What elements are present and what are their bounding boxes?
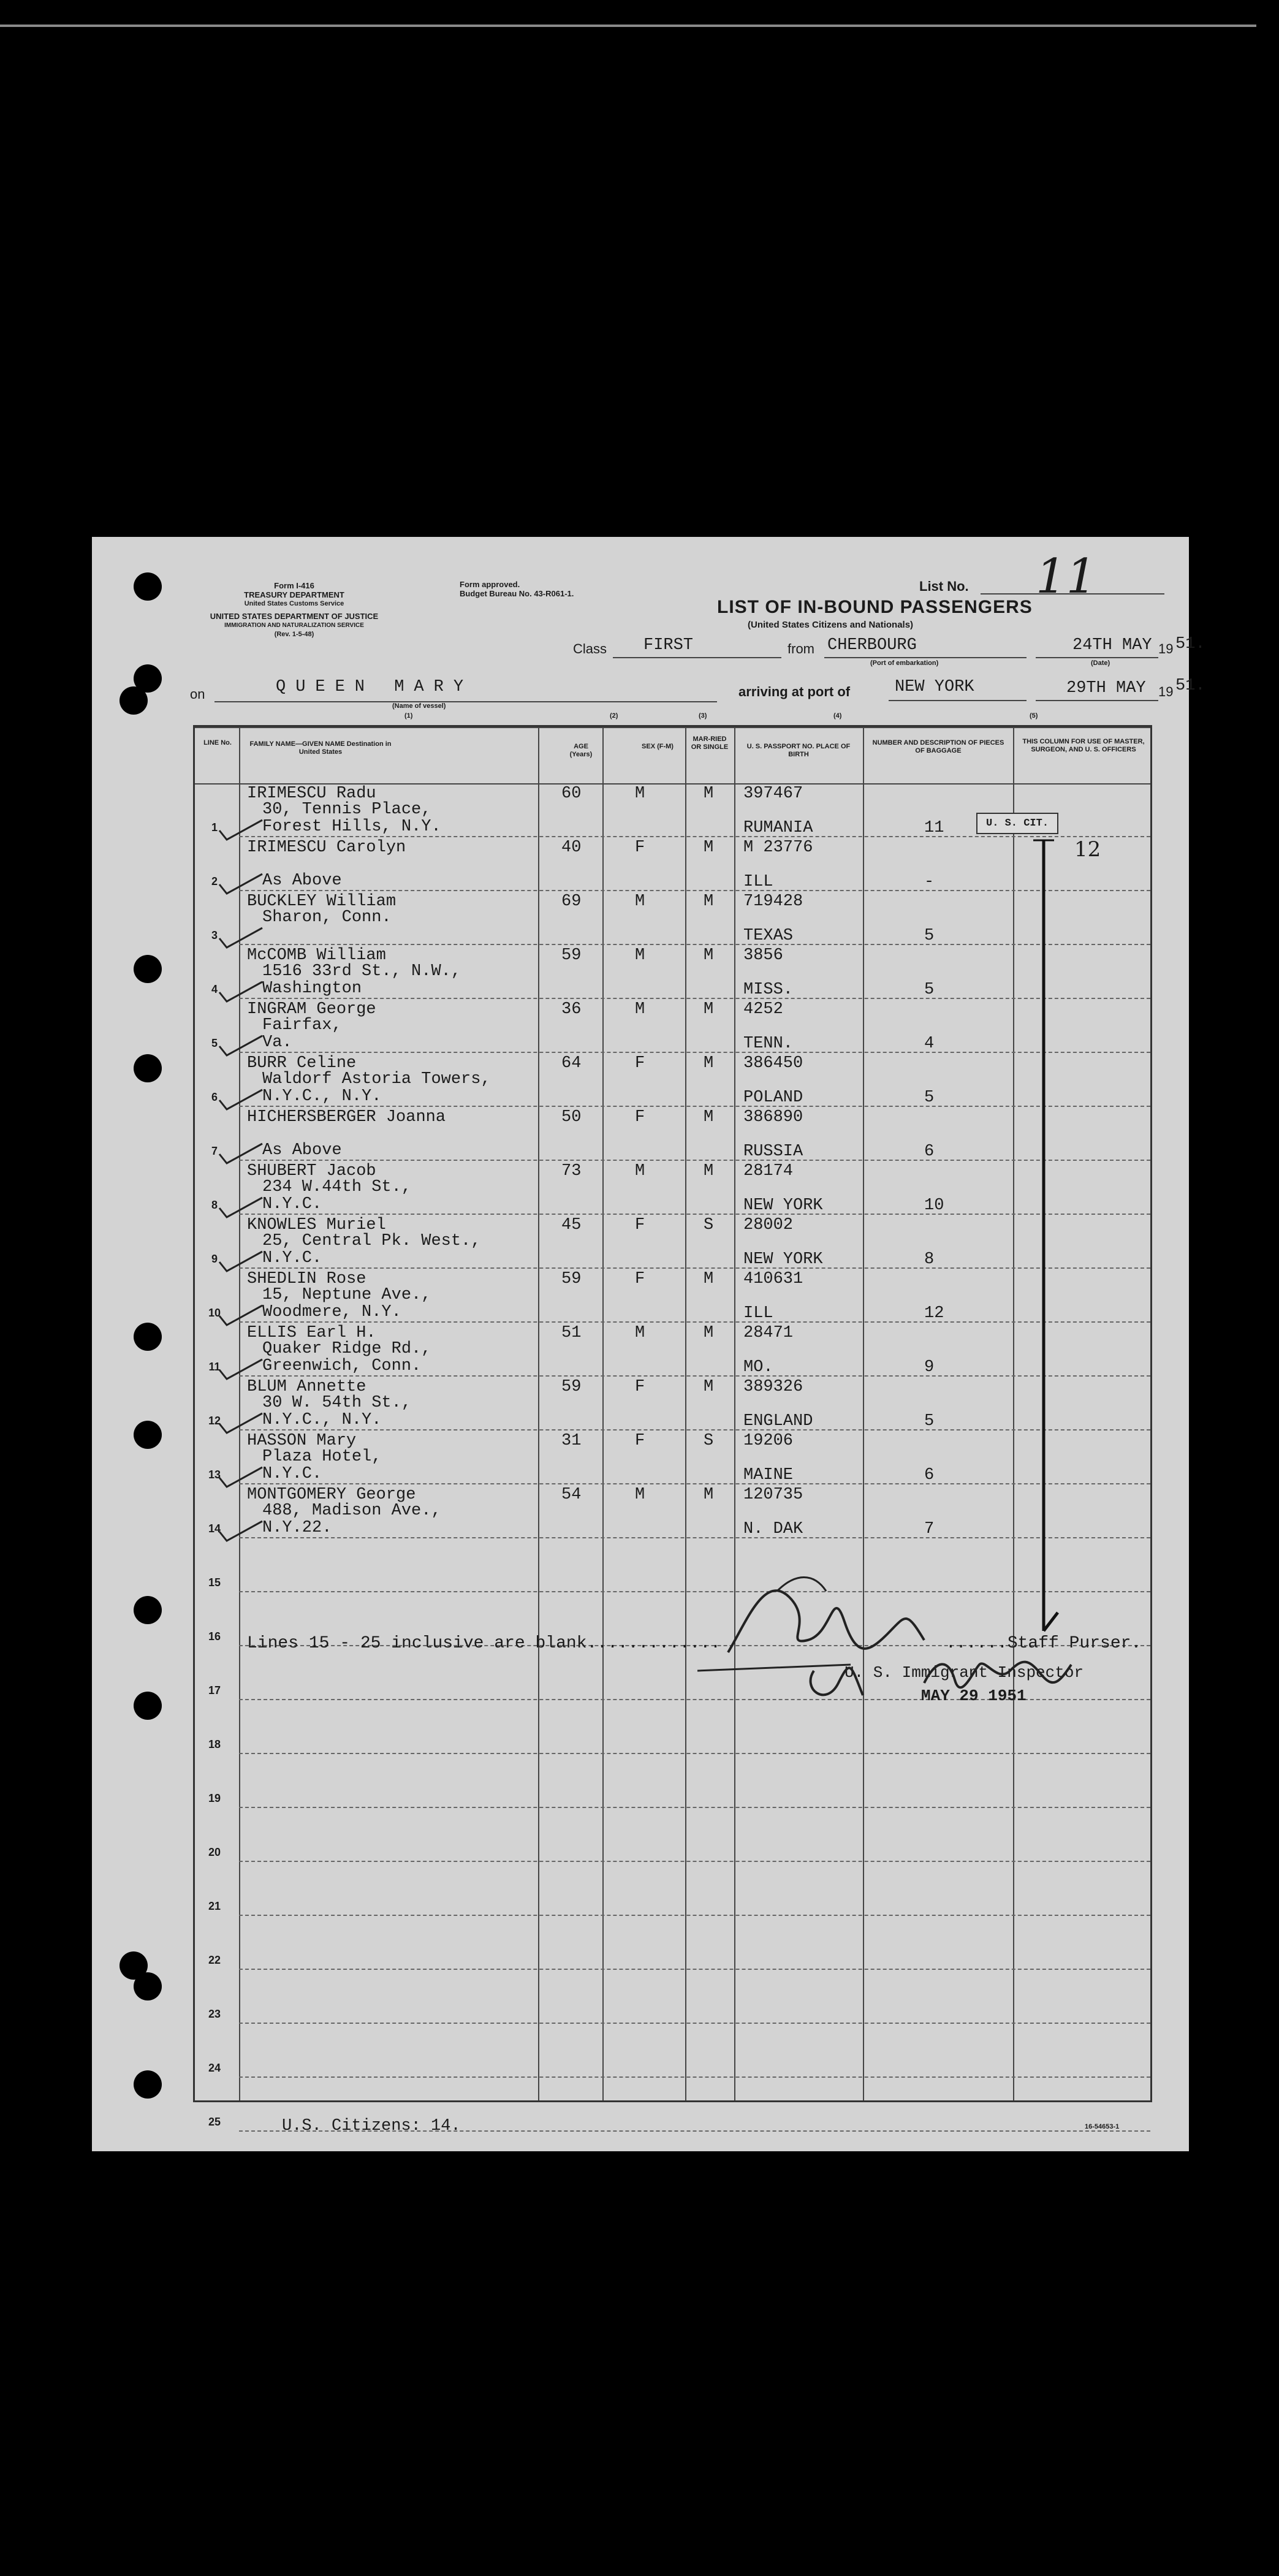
departure-date: 24TH MAY: [1072, 636, 1152, 655]
table-row: [195, 1538, 1150, 1592]
arriving-label: arriving at port of: [738, 684, 851, 699]
baggage-count: 5: [924, 981, 935, 999]
place-of-birth: ILL: [743, 1304, 773, 1323]
baggage-count: 5: [924, 927, 935, 945]
table-row: [195, 1754, 1150, 1808]
baggage-count: 12: [924, 1304, 944, 1323]
form-id: Form I-416: [274, 581, 314, 590]
table-row: [195, 1053, 1150, 1107]
baggage-count: -: [924, 873, 935, 891]
line-number: 7: [211, 1145, 218, 1157]
margin-note: 12: [1074, 837, 1101, 862]
passenger-address: As Above: [262, 872, 342, 890]
line-number: 16: [208, 1630, 221, 1643]
passenger-address: Waldorf Astoria Towers,: [262, 1070, 491, 1089]
passenger-name: IRIMESCU Radu: [247, 785, 376, 803]
passport-number: 410631: [743, 1270, 803, 1288]
passport-number: 397467: [743, 785, 803, 803]
embarkation-caption: (Port of embarkation): [870, 659, 939, 667]
passenger-address: 234 W.44th St.,: [262, 1178, 412, 1196]
passenger-address: 30 W. 54th St.,: [262, 1394, 412, 1412]
binder-hole: [134, 1054, 162, 1082]
passenger-address: Plaza Hotel,: [262, 1448, 382, 1466]
col-header-master: THIS COLUMN FOR USE OF MASTER, SURGEON, AND U. S. OFFICERS: [1022, 738, 1145, 753]
passenger-sex: F: [635, 838, 645, 857]
place-of-birth: TENN.: [743, 1035, 794, 1053]
place-of-birth: ILL: [743, 873, 773, 891]
passenger-marital-status: S: [704, 1432, 714, 1450]
list-no-value: 11: [1036, 549, 1097, 604]
baggage-count: 8: [924, 1250, 935, 1269]
passenger-address: As Above: [262, 1141, 342, 1160]
passenger-address: Washington: [262, 979, 362, 998]
document-subtitle: (United States Citizens and Nationals): [748, 620, 914, 630]
arrival-port: NEW YORK: [895, 678, 974, 696]
passenger-marital-status: M: [704, 1486, 714, 1504]
immigrant-inspector: U. S. Immigrant Inspector: [844, 1663, 1084, 1682]
passenger-address: N.Y.C.: [262, 1249, 322, 1267]
passport-number: 3856: [743, 946, 783, 965]
passenger-sex: F: [635, 1432, 645, 1450]
passenger-marital-status: M: [704, 1378, 714, 1396]
passenger-address: 25, Central Pk. West.,: [262, 1232, 481, 1250]
line-number: 21: [208, 1900, 221, 1912]
passenger-name: HICHERSBERGER Joanna: [247, 1108, 446, 1127]
passenger-sex: F: [635, 1270, 645, 1288]
passenger-address: N.Y.22.: [262, 1519, 332, 1537]
treasury-dept: TREASURY DEPARTMENT: [244, 590, 344, 599]
baggage-count: 7: [924, 1520, 935, 1538]
customs-service: United States Customs Service: [244, 600, 344, 607]
passenger-address: Va.: [262, 1033, 292, 1052]
table-row: [195, 1430, 1150, 1484]
passenger-name: BUCKLEY William: [247, 892, 397, 911]
passenger-marital-status: M: [704, 892, 714, 911]
form-print-number: 16-54653-1: [1085, 2123, 1120, 2130]
form-approved: Form approved.: [460, 580, 520, 589]
passenger-sex: M: [635, 785, 645, 803]
passenger-name: SHEDLIN Rose: [247, 1270, 366, 1288]
line-number: 22: [208, 1954, 221, 1966]
line-number: 15: [208, 1576, 221, 1589]
line-number: 11: [208, 1361, 221, 1373]
place-of-birth: RUSSIA: [743, 1142, 803, 1161]
line-number: 4: [211, 983, 218, 995]
col-header-line: LINE No.: [203, 739, 232, 747]
col-header-passport: U. S. PASSPORT NO. PLACE OF BIRTH: [746, 743, 851, 758]
passenger-marital-status: M: [704, 1054, 714, 1073]
passenger-age: 36: [561, 1000, 582, 1019]
from-value: CHERBOURG: [827, 636, 917, 655]
binder-hole: [120, 686, 148, 715]
binder-hole: [134, 572, 162, 601]
place-of-birth: MAINE: [743, 1466, 794, 1484]
passport-number: 120735: [743, 1486, 803, 1504]
col-num-3: (3): [699, 712, 707, 720]
col-header-sex: SEX (F-M): [642, 743, 674, 750]
passenger-name: KNOWLES Muriel: [247, 1216, 386, 1234]
col-header-name: FAMILY NAME—GIVEN NAME Destination in United States: [249, 740, 392, 756]
class-value: FIRST: [643, 636, 694, 655]
passenger-sex: M: [635, 1000, 645, 1019]
passenger-sex: F: [635, 1216, 645, 1234]
table-row: [195, 1916, 1150, 1970]
inspection-date-stamp: MAY 29 1951: [921, 1687, 1027, 1705]
line-number: 3: [211, 929, 218, 941]
passenger-marital-status: M: [704, 1270, 714, 1288]
passenger-sex: F: [635, 1054, 645, 1073]
passenger-address: N.Y.C., N.Y.: [262, 1087, 382, 1106]
passenger-name: HASSON Mary: [247, 1432, 357, 1450]
passport-number: 719428: [743, 892, 803, 911]
passenger-address: Quaker Ridge Rd.,: [262, 1340, 431, 1358]
check-mark-line: [1028, 834, 1065, 1649]
vessel-caption: (Name of vessel): [392, 702, 446, 710]
blank-lines-note: Lines 15 - 25 inclusive are blank.............: [247, 1634, 721, 1653]
passenger-sex: F: [635, 1108, 645, 1127]
table-row: [195, 1700, 1150, 1754]
line-number: 6: [211, 1091, 218, 1103]
table-row: [195, 1862, 1150, 1916]
line-number: 25: [208, 2116, 221, 2128]
col-num-5: (5): [1030, 712, 1038, 720]
table-row: [195, 837, 1150, 891]
passport-number: 386890: [743, 1108, 803, 1127]
passenger-address: Woodmere, N.Y.: [262, 1303, 401, 1321]
passenger-address: 30, Tennis Place,: [262, 800, 431, 819]
place-of-birth: N. DAK: [743, 1520, 803, 1538]
baggage-count: 5: [924, 1089, 935, 1107]
table-row: [195, 1484, 1150, 1538]
line-number: 2: [211, 875, 218, 887]
passenger-name: McCOMB William: [247, 946, 386, 965]
passenger-age: 73: [561, 1162, 582, 1180]
passenger-address: Sharon, Conn.: [262, 908, 392, 927]
line-number: 12: [208, 1415, 221, 1427]
place-of-birth: NEW YORK: [743, 1250, 823, 1269]
binder-hole: [134, 955, 162, 983]
passenger-name: SHUBERT Jacob: [247, 1162, 376, 1180]
passenger-age: 59: [561, 1270, 582, 1288]
justice-dept: UNITED STATES DEPARTMENT OF JUSTICE: [210, 612, 379, 621]
passport-number: 28471: [743, 1324, 794, 1342]
baggage-count: 6: [924, 1466, 935, 1484]
arrival-year: 51.: [1175, 677, 1205, 695]
year-prefix-2: 19: [1158, 684, 1174, 699]
col-header-baggage: NUMBER AND DESCRIPTION OF PIECES OF BAGGAGE: [872, 739, 1004, 754]
line-number: 9: [211, 1253, 218, 1265]
passenger-age: 40: [561, 838, 582, 857]
passport-number: 28002: [743, 1216, 794, 1234]
table-row: [195, 1970, 1150, 2024]
passport-number: M 23776: [743, 838, 813, 857]
ins-service: IMMIGRATION AND NATURALIZATION SERVICE: [224, 622, 364, 629]
col-header-age: AGE (Years): [569, 743, 593, 758]
staff-purser: ......Staff Purser.: [946, 1634, 1142, 1653]
passenger-age: 54: [561, 1486, 582, 1504]
inspector-signature: [918, 1646, 1077, 1695]
table-row: [195, 1107, 1150, 1161]
passenger-address: N.Y.C.: [262, 1465, 322, 1483]
passenger-sex: F: [635, 1378, 645, 1396]
passenger-name: IRIMESCU Carolyn: [247, 838, 406, 857]
passenger-age: 45: [561, 1216, 582, 1234]
table-row: [195, 1808, 1150, 1862]
passenger-address: 488, Madison Ave.,: [262, 1502, 441, 1520]
place-of-birth: POLAND: [743, 1089, 803, 1107]
us-citizens-total: U.S. Citizens: 14.: [282, 2117, 461, 2135]
revision: (Rev. 1-5-48): [274, 631, 314, 638]
passenger-name: ELLIS Earl H.: [247, 1324, 376, 1342]
passenger-age: 59: [561, 946, 582, 965]
col-num-4: (4): [833, 712, 842, 720]
passenger-marital-status: M: [704, 946, 714, 965]
line-number: 24: [208, 2062, 221, 2074]
line-number: 14: [208, 1522, 221, 1535]
passenger-marital-status: M: [704, 838, 714, 857]
class-label: Class: [573, 641, 607, 656]
passenger-age: 50: [561, 1108, 582, 1127]
binder-hole: [134, 1596, 162, 1624]
line-number: 13: [208, 1468, 221, 1481]
passenger-address: 1516 33rd St., N.W.,: [262, 962, 461, 981]
table-row: [195, 999, 1150, 1053]
col-num-1: (1): [404, 712, 413, 720]
place-of-birth: RUMANIA: [743, 819, 813, 837]
passenger-age: 69: [561, 892, 582, 911]
manifest-sheet: [92, 537, 1205, 2151]
binder-hole: [134, 1692, 162, 1720]
line-number: 23: [208, 2008, 221, 2020]
passenger-sex: M: [635, 946, 645, 965]
baggage-count: 6: [924, 1142, 935, 1161]
passenger-age: 51: [561, 1324, 582, 1342]
passenger-address: Greenwich, Conn.: [262, 1357, 422, 1375]
scan-top-rule: [0, 25, 1256, 27]
budget-bureau: Budget Bureau No. 43-R061-1.: [460, 589, 574, 598]
binder-hole: [134, 1323, 162, 1351]
passenger-address: N.Y.C.: [262, 1195, 322, 1214]
passenger-sex: M: [635, 1324, 645, 1342]
line-number: 20: [208, 1846, 221, 1858]
line-number: 5: [211, 1037, 218, 1049]
baggage-count: 11: [924, 819, 944, 837]
date-caption: (Date): [1091, 659, 1110, 667]
table-row: [195, 2024, 1150, 2078]
passenger-name: MONTGOMERY George: [247, 1486, 416, 1504]
place-of-birth: MO.: [743, 1358, 773, 1377]
table-row: [195, 1323, 1150, 1377]
baggage-count: 4: [924, 1035, 935, 1053]
line-number: 17: [208, 1684, 221, 1696]
line-number: 1: [211, 821, 218, 834]
passenger-name: BLUM Annette: [247, 1378, 366, 1396]
us-cit-stamp: U. S. CIT.: [976, 813, 1058, 834]
passport-number: 389326: [743, 1378, 803, 1396]
passport-number: 4252: [743, 1000, 783, 1019]
list-no-label: List No.: [919, 579, 969, 594]
place-of-birth: NEW YORK: [743, 1196, 823, 1215]
passenger-marital-status: M: [704, 1324, 714, 1342]
passenger-age: 64: [561, 1054, 582, 1073]
passenger-age: 59: [561, 1378, 582, 1396]
col-num-2: (2): [610, 712, 618, 720]
passenger-marital-status: M: [704, 1108, 714, 1127]
table-row: [195, 1215, 1150, 1269]
passenger-age: 60: [561, 785, 582, 803]
binder-hole: [134, 1972, 162, 2000]
passport-number: 19206: [743, 1432, 794, 1450]
passenger-address: Fairfax,: [262, 1016, 342, 1035]
passenger-sex: M: [635, 1162, 645, 1180]
binder-hole: [134, 1421, 162, 1449]
table-row: [195, 945, 1150, 999]
table-row: [195, 1377, 1150, 1430]
on-label: on: [190, 686, 205, 702]
passenger-sex: M: [635, 1486, 645, 1504]
binder-hole: [134, 2070, 162, 2099]
passport-number: 386450: [743, 1054, 803, 1073]
baggage-count: 9: [924, 1358, 935, 1377]
year-prefix: 19: [1158, 641, 1174, 656]
passenger-address: 15, Neptune Ave.,: [262, 1286, 431, 1304]
table-row: [195, 891, 1150, 945]
passenger-address: Forest Hills, N.Y.: [262, 818, 441, 836]
passenger-name: BURR Celine: [247, 1054, 357, 1073]
passenger-marital-status: S: [704, 1216, 714, 1234]
baggage-count: 5: [924, 1412, 935, 1430]
passenger-marital-status: M: [704, 1000, 714, 1019]
table-row: [195, 1269, 1150, 1323]
vessel-name: QUEEN MARY: [276, 678, 474, 696]
passenger-sex: M: [635, 892, 645, 911]
baggage-count: 10: [924, 1196, 944, 1215]
arrival-date: 29TH MAY: [1066, 679, 1146, 697]
passenger-age: 31: [561, 1432, 582, 1450]
document-title: LIST OF IN-BOUND PASSENGERS: [717, 597, 1033, 617]
passenger-name: INGRAM George: [247, 1000, 376, 1019]
from-label: from: [788, 641, 814, 656]
passenger-address: N.Y.C., N.Y.: [262, 1411, 382, 1429]
line-number: 19: [208, 1792, 221, 1804]
table-row: [195, 1161, 1150, 1215]
line-number: 18: [208, 1738, 221, 1750]
passenger-marital-status: M: [704, 785, 714, 803]
col-header-married: MAR-RIED OR SINGLE: [691, 735, 729, 751]
line-number: 10: [208, 1307, 221, 1319]
departure-year: 51.: [1175, 635, 1205, 653]
passenger-marital-status: M: [704, 1162, 714, 1180]
place-of-birth: TEXAS: [743, 927, 794, 945]
line-number: 8: [211, 1199, 218, 1211]
place-of-birth: ENGLAND: [743, 1412, 813, 1430]
passport-number: 28174: [743, 1162, 794, 1180]
place-of-birth: MISS.: [743, 981, 794, 999]
